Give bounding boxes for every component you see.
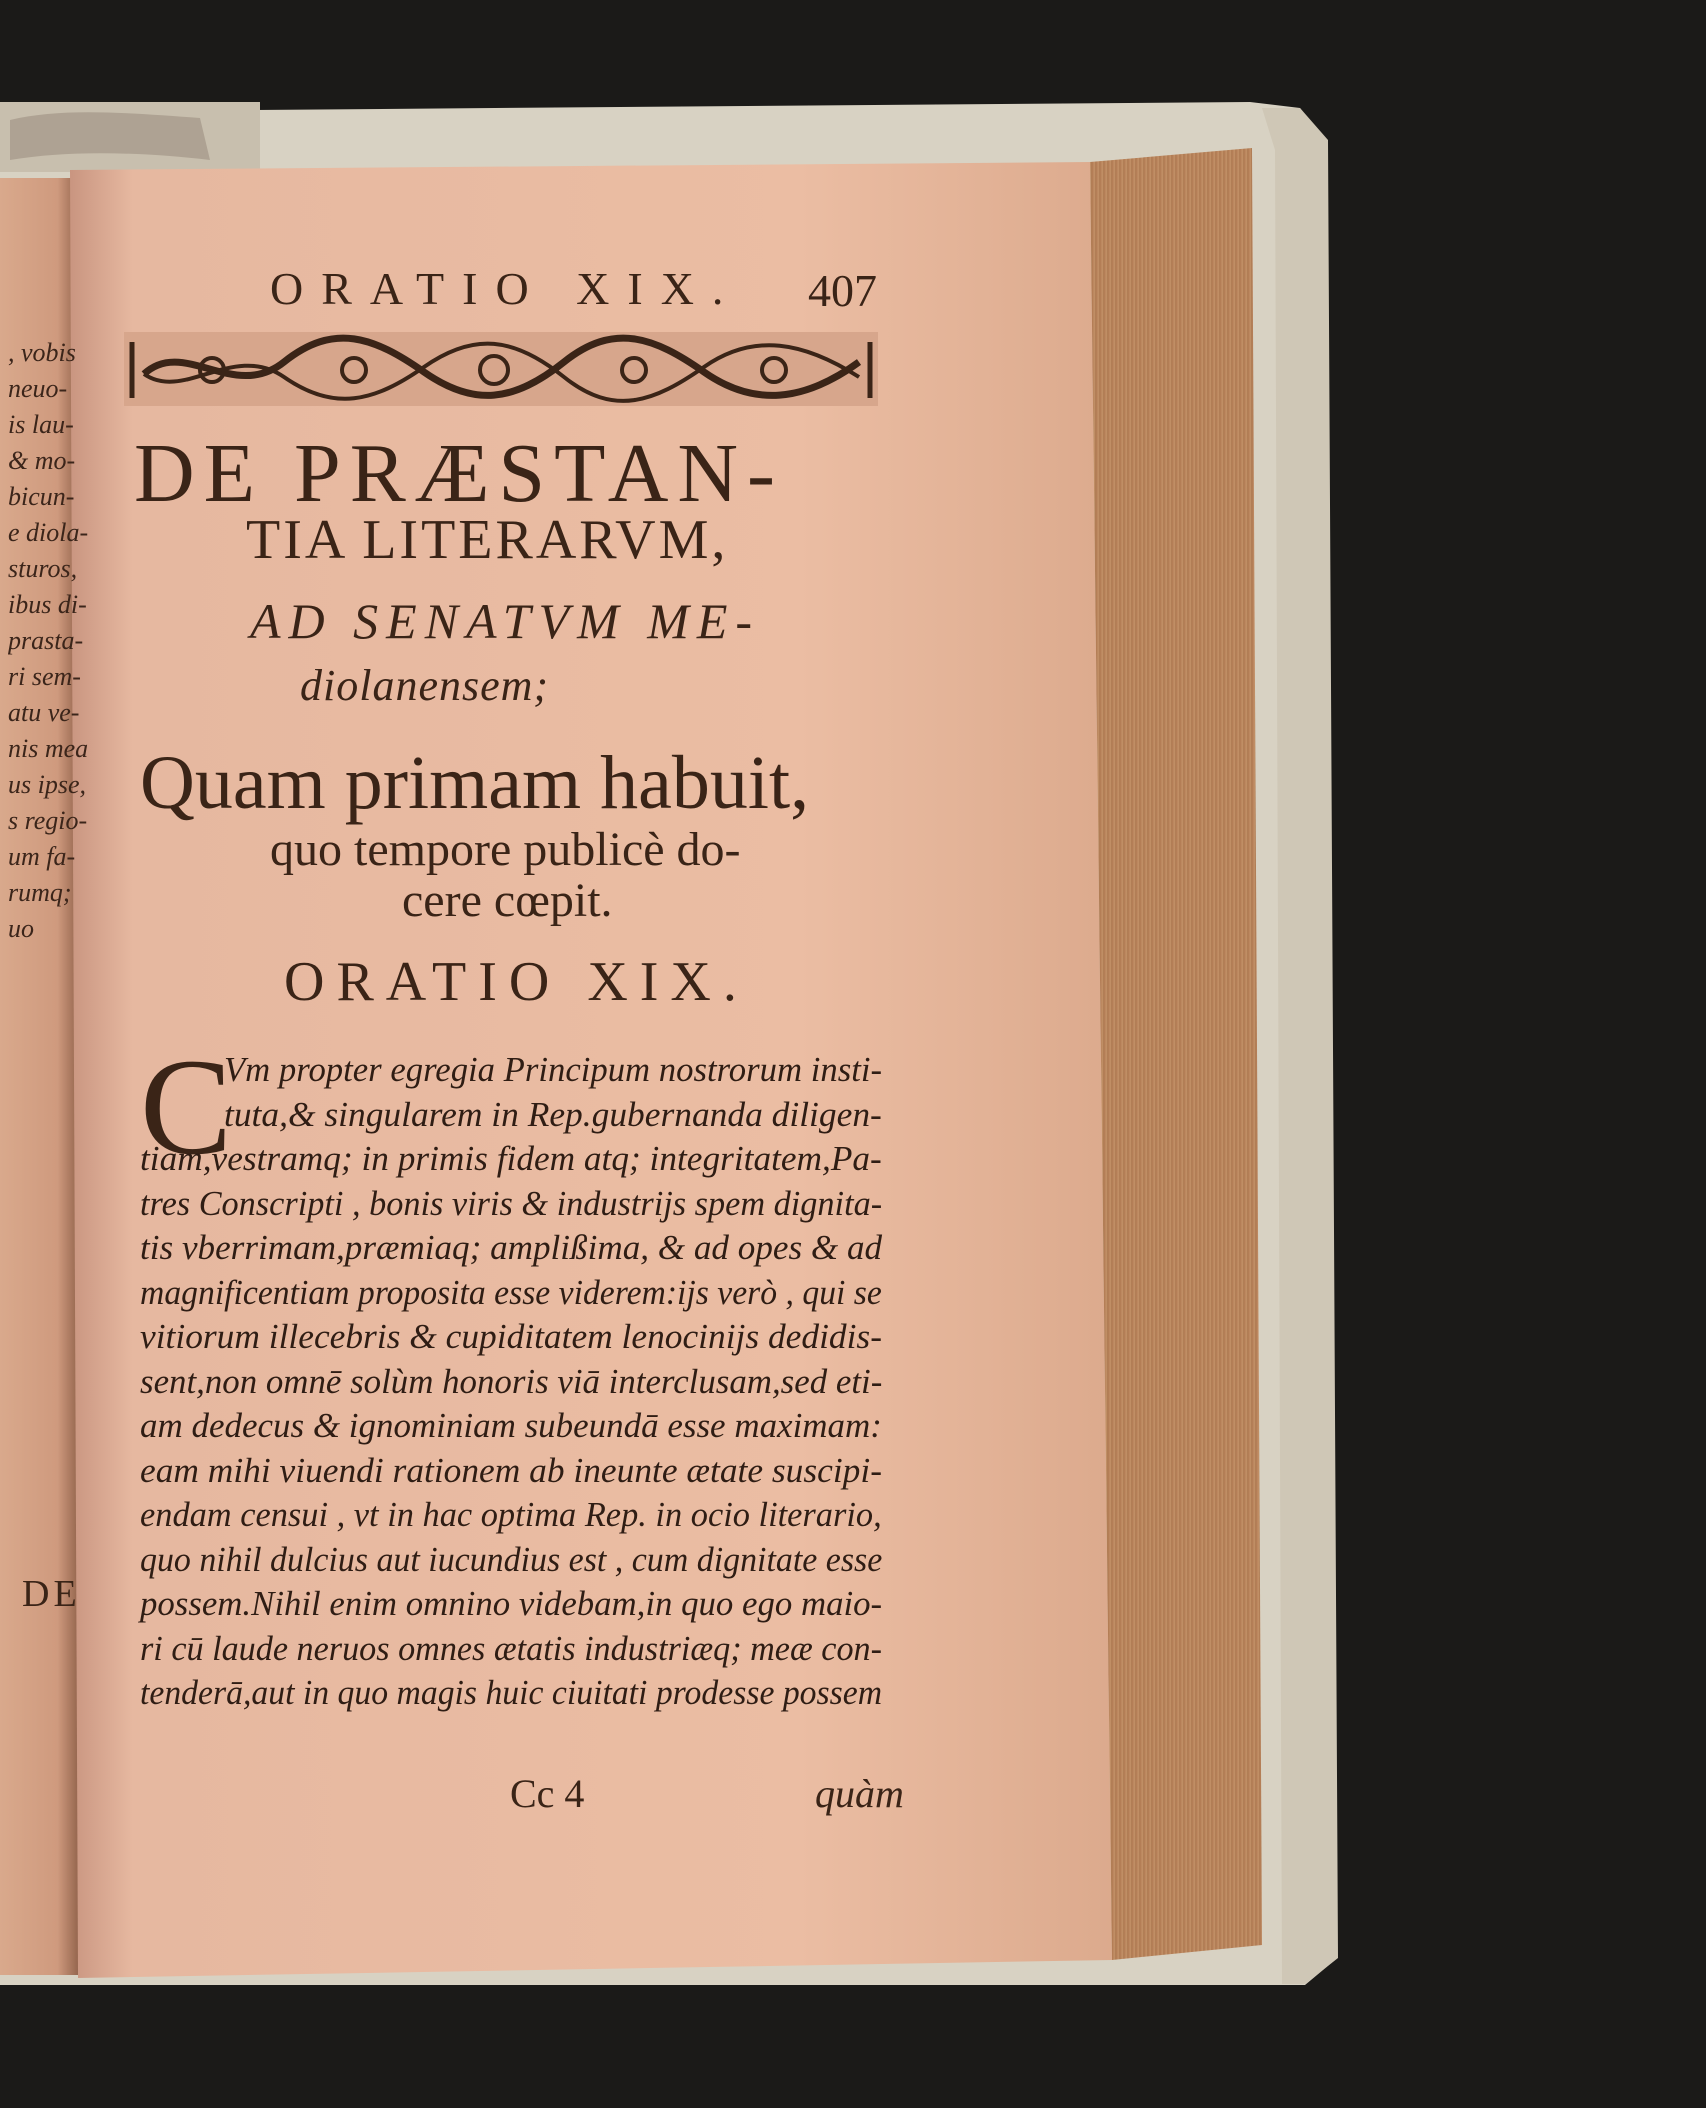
signature-mark: Cc 4 — [510, 1771, 585, 1816]
body-line: magnificentiam proposita esse viderem:ijs verò , qui se — [140, 1272, 882, 1312]
ornamental-headpiece — [124, 332, 878, 406]
subtitle-line-1: Quam primam habuit, — [140, 741, 810, 825]
left-page-fragment: & mo- — [8, 446, 76, 475]
body-line: tenderā,aut in quo magis huic ciuitati prodesse possem — [140, 1673, 883, 1712]
title-line-2: TIA LITERARVM, — [246, 509, 729, 571]
left-page-fragment: nis mea — [8, 734, 88, 763]
body-line: am dedecus & ignominiam subeundā esse maximam: — [140, 1406, 882, 1445]
left-page-fragment: rumq; — [8, 878, 72, 907]
left-page-fragment: prasta- — [8, 626, 84, 655]
left-page-fragment: uo — [8, 914, 34, 943]
left-page-fragment: neuo- — [8, 374, 68, 403]
body-line: possem.Nihil enim omnino videbam,in quo ego maio- — [140, 1584, 883, 1623]
running-head-title: ORATIO XIX. — [270, 263, 742, 314]
left-page-fragment: ibus di- — [8, 590, 87, 619]
left-page-fragment: s regio- — [8, 806, 88, 835]
page-fore-edge — [1090, 148, 1262, 1960]
body-line: vitiorum illecebris & cupiditatem lenocinijs dedidis- — [140, 1317, 882, 1356]
body-line: tis vberrimam,præmiaq; amplißima, & ad opes & ad — [140, 1228, 883, 1267]
title-line-1: DE PRÆSTAN- — [134, 427, 785, 520]
title-line-4: diolanensem; — [300, 661, 550, 710]
left-page-fragment: is lau- — [8, 410, 74, 439]
body-line: sent,non omnē solùm honoris viā interclusam,sed eti- — [140, 1361, 883, 1401]
body-line: endam censui , vt in hac optima Rep. in ocio literario, — [140, 1495, 882, 1534]
drop-cap: C — [140, 1030, 233, 1183]
body-line: tuta,& singularem in Rep.gubernanda diligen- — [224, 1094, 882, 1134]
title-line-3: AD SENATVM ME- — [250, 593, 761, 649]
subtitle-line-3: cere cœpit. — [402, 874, 613, 927]
left-page-fragment: um fa- — [8, 842, 76, 871]
catchword: quàm — [815, 1771, 904, 1816]
left-page-catchword: DE — [22, 1573, 81, 1615]
body-line: quo nihil dulcius aut iucundius est , cum dignitate esse — [140, 1539, 883, 1579]
page-number: 407 — [808, 265, 877, 316]
body-line: Vm propter egregia Principum nostrorum insti- — [224, 1050, 883, 1089]
left-page-fragment: e diola- — [8, 518, 88, 547]
oration-heading: ORATIO XIX. — [284, 951, 749, 1013]
body-line: tiam,vestramq; in primis fidem atq; integritatem,Pa- — [140, 1139, 882, 1178]
running-head — [270, 262, 741, 315]
left-page-fragment: atu ve- — [8, 698, 80, 727]
left-page-fragment: us ipse, — [8, 770, 86, 799]
subtitle-line-2: quo tempore publicè do- — [270, 823, 741, 876]
left-page-fragment: bicun- — [8, 482, 75, 511]
body-line: eam mihi viuendi rationem ab ineunte ætate suscipi- — [140, 1450, 882, 1490]
left-page-fragment: , vobis — [8, 338, 76, 367]
left-page-fragment: sturos, — [8, 554, 78, 583]
body-line: ri cū laude neruos omnes ætatis industriæq; meæ con- — [140, 1628, 883, 1668]
body-line: tres Conscripti , bonis viris & industrijs spem dignita- — [140, 1183, 883, 1223]
left-page-fragment: ri sem- — [8, 662, 81, 691]
